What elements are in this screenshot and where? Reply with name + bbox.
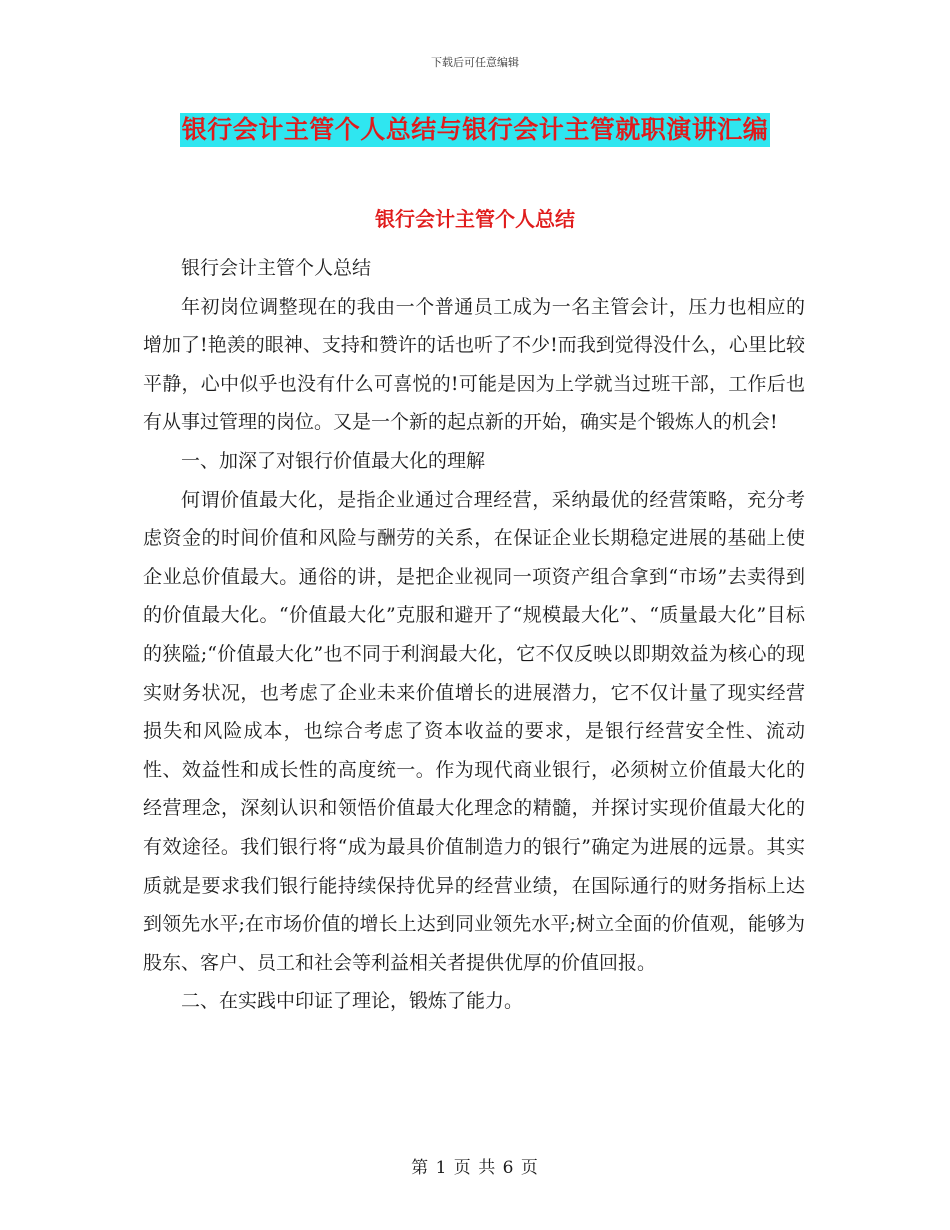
page-number: 第 1 页 共 6 页 <box>411 1158 539 1178</box>
document-title <box>0 113 950 147</box>
body-paragraph: 何谓价值最大化，是指企业通过合理经营，采纳最优的经营策略，充分考虑资金的时间价值和风险与酬劳的关系，在保证企业长期稳定进展的基础上使企业总价值最大。通俗的讲，是把企业视同一项资产组合拿到“市场”去卖得到的价值最大化。“价值最大化”克服和避开了“规模最大化”、“质量最大化”目标的狭隘;“价值最大化”也不同于利润最大化，它不仅反映以即期效益为核心的现实财务状况，也考虑了企业未来价值增长的进展潜力，它不仅计量了现实经营损失和风险成本，也综合考虑了资本收益的要求，是银行经营安全性、流动性、效益性和成长性的高度统一。作为现代商业银行，必须树立价值最大化的经营理念，深刻认识和领悟价值最大化理念的精髓，并探讨实现价值最大化的有效途径。我们银行将“成为最具价值制造力的银行”确定为进展的远景。其实质就是要求我们银行能持续保持优异的经营业绩，在国际通行的财务指标上达到领先水平;在市场价值的增长上达到同业领先水平;树立全面的价值观，能够为股东、客户、员工和社会等利益相关者提供优厚的价值回报。 <box>143 488 805 974</box>
page-header-note: 下载后可任意编辑 <box>431 56 519 69</box>
body-paragraph: 二、在实践中印证了理论，锻炼了能力。 <box>181 990 524 1013</box>
body-paragraph: 银行会计主管个人总结 <box>181 257 372 279</box>
body-paragraph: 年初岗位调整现在的我由一个普通员工成为一名主管会计，压力也相应的增加了!艳羡的眼神、支持和赞许的话也听了不少!而我到觉得没什么，心里比较平静，心中似乎也没有什么可喜悦的!可能是因为上学就当过班干部，工作后也有从事过管理的岗位。又是一个新的起点新的开始，确实是个锻炼人的机会! <box>143 295 805 434</box>
document-body <box>143 249 805 1021</box>
document-title-text: 银行会计主管个人总结与银行会计主管就职演讲汇编 <box>180 113 771 147</box>
section-title: 银行会计主管个人总结 <box>375 207 575 231</box>
body-paragraph: 一、加深了对银行价值最大化的理解 <box>181 449 486 472</box>
